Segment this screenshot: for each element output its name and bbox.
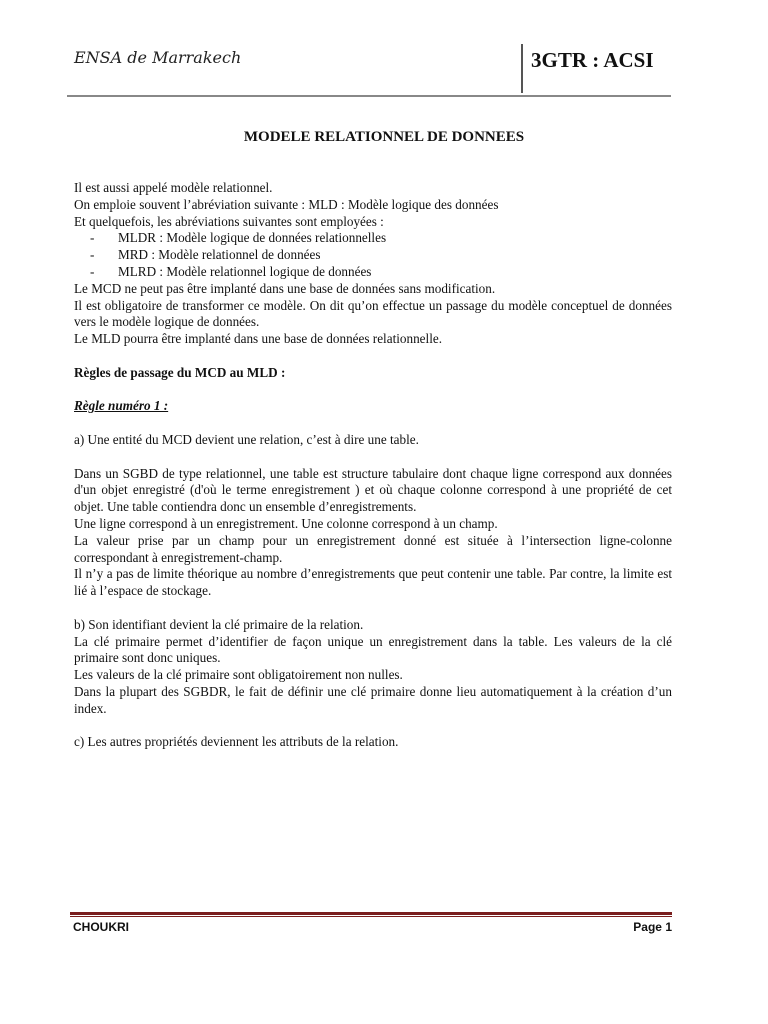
bullet-marker: - bbox=[90, 230, 95, 246]
paragraph-valeur: La valeur prise par un champ pour un enregistrement donné est située à l’intersection ligne-colonne correspondant à enregistrement-champ. bbox=[74, 532, 672, 565]
bullet-item bbox=[74, 247, 672, 264]
header-school: ENSA de Marrakech bbox=[74, 48, 242, 67]
rule-a: a) Une entité du MCD devient une relation, c’est à dire une table. bbox=[74, 431, 419, 447]
paragraph-limite: Il n’y a pas de limite théorique au nombre d’enregistrements que peut contenir une table. Par contre, la limite est lié à l’espace de stockage. bbox=[74, 566, 672, 599]
bullet-marker: - bbox=[90, 263, 95, 279]
line-nulles: Les valeurs de la clé primaire sont obligatoirement non nulles. bbox=[74, 667, 403, 683]
bullet-text: MLDR : Modèle logique de données relationnelles bbox=[118, 230, 387, 246]
header-course: 3GTR : ACSI bbox=[531, 48, 654, 72]
document-body bbox=[74, 180, 672, 751]
intro-line: On emploie souvent l’abréviation suivante : MLD : Modèle logique des données bbox=[74, 196, 499, 212]
paragraph-cle: La clé primaire permet d’identifier de façon unique un enregistrement dans la table. Les valeurs de la clé primaire sont donc uniques. bbox=[74, 633, 672, 666]
rule-heading: Règle numéro 1 : bbox=[74, 398, 169, 414]
intro-line: Le MLD pourra être implanté dans une base de données relationnelle. bbox=[74, 331, 443, 347]
rule-c: c) Les autres propriétés deviennent les attributs de la relation. bbox=[74, 734, 399, 750]
header-rule bbox=[67, 95, 671, 97]
paragraph-sgbd: Dans un SGBD de type relationnel, une table est structure tabulaire dont chaque ligne correspond aux données d'un objet enregistré (d'où le terme enregistrement ) et où chaque colonne correspond à une propriété de cet objet. Une table contiendra donc un ensemble d’enregistrements. bbox=[74, 465, 672, 515]
page-title: MODELE RELATIONNEL DE DONNEES bbox=[243, 129, 525, 145]
intro-paragraph: Il est obligatoire de transformer ce modèle. On dit qu’on effectue un passage du modèle conceptuel de données vers le modèle logique de données. bbox=[74, 297, 672, 330]
footer-page-number: Page 1 bbox=[633, 920, 672, 934]
intro-line: Le MCD ne peut pas être implanté dans une base de données sans modification. bbox=[74, 280, 496, 296]
footer-rule bbox=[70, 912, 672, 915]
footer-rule-thin bbox=[70, 916, 672, 917]
bullet-item bbox=[74, 264, 672, 281]
line-ligne: Une ligne correspond à un enregistrement. Une colonne correspond à un champ. bbox=[74, 515, 498, 531]
intro-line: Il est aussi appelé modèle relationnel. bbox=[74, 180, 273, 195]
section-heading: Règles de passage du MCD au MLD : bbox=[74, 364, 286, 380]
bullet-text: MLRD : Modèle relationnel logique de données bbox=[118, 263, 372, 279]
bullet-text: MRD : Modèle relationnel de données bbox=[118, 247, 321, 263]
bullet-marker: - bbox=[90, 247, 95, 263]
paragraph-sgbdr: Dans la plupart des SGBDR, le fait de définir une clé primaire donne lieu automatiquement à la création d’un index. bbox=[74, 683, 672, 716]
intro-line: Et quelquefois, les abréviations suivantes sont employées : bbox=[74, 213, 384, 229]
header-divider bbox=[521, 44, 523, 93]
footer-author: CHOUKRI bbox=[73, 920, 129, 934]
bullet-item bbox=[74, 230, 672, 247]
rule-b: b) Son identifiant devient la clé primaire de la relation. bbox=[74, 616, 364, 632]
